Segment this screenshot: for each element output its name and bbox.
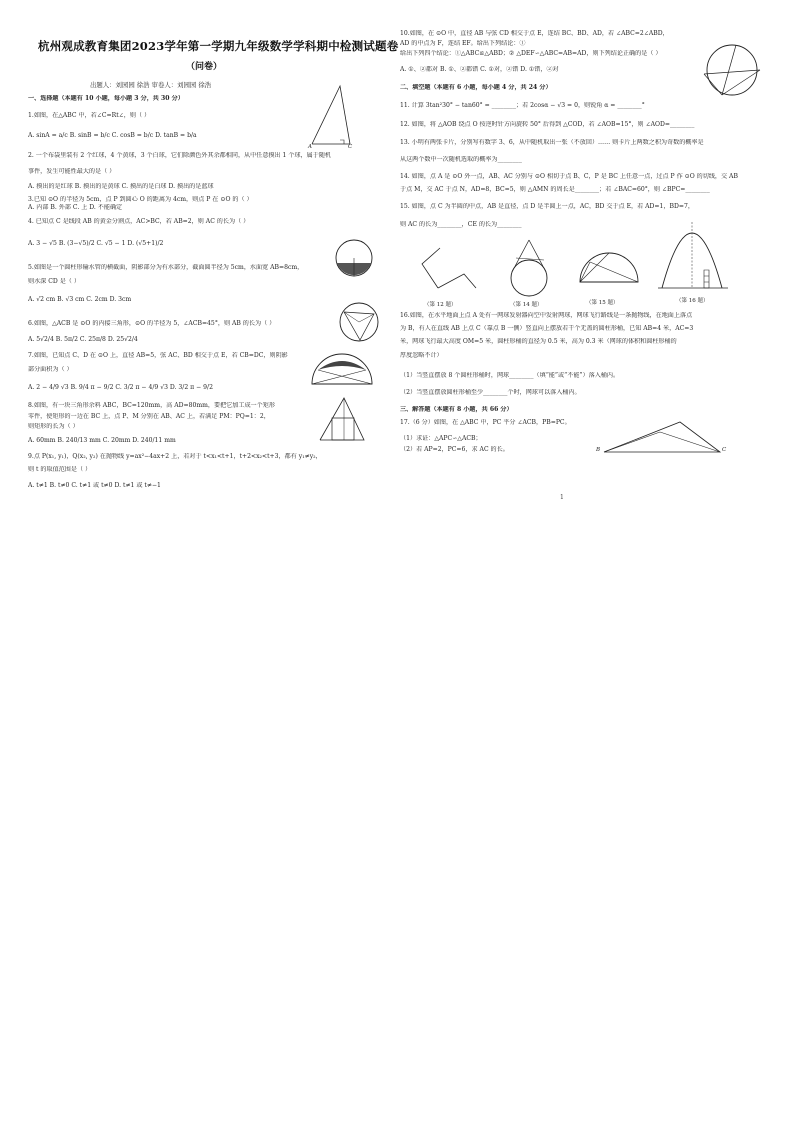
q14-figure <box>504 238 554 300</box>
q16-figure <box>658 218 728 292</box>
q17-part2: （2）若 AP=2，PC=6，求 AC 的长。 <box>400 446 509 453</box>
q7-options: A. 2 − 4/9 √3 B. 9/4 π − 9/2 C. 3/2 π − 4/9 √3 D. 3/2 π − 9/2 <box>28 384 213 391</box>
q17-fig-label-b: B <box>596 447 601 453</box>
caption-q12: （第 12 题） <box>424 302 457 308</box>
page-number: 1 <box>560 494 564 501</box>
q16-stem-cont2: 米，网球飞行最大高度 OM=5 米，圆柱形桶的直径为 0.5 米，高为 0.3 米（网球的体积和圆柱形桶的 <box>400 338 677 345</box>
caption-q14: （第 14 题） <box>510 302 543 308</box>
q8-stem-cont: 零件，使矩形的一边在 BC 上，点 P、M 分别在 AB、AC 上，若满足 PM：PQ=1：2， <box>28 413 270 420</box>
q9-stem: 9.点 P(x₁, y₁)，Q(x₂, y₂) 在抛物线 y=ax²−4ax+2 上，若对于 t<x₁<t+1，t+2<x₂<t+3，都有 y₁≠y₂， <box>28 453 322 460</box>
q14-stem-cont: 于点 M，交 AC 于点 N，AD=8，BC=5，则 △AMN 的周长是________；若 ∠BAC=60°，则 ∠BPC=________ <box>400 186 710 193</box>
q12-stem: 12. 如图，将 △AOB 绕点 O 按逆时针方向旋转 50° 后得到 △COD，若 ∠AOB=15°，则 ∠AOD=________ <box>400 121 695 128</box>
q8-figure <box>316 394 368 446</box>
q1-figure <box>308 82 368 150</box>
q13-stem: 13. 小明有两张卡片，分别写有数字 3、6，从中随机取出一张（不放回）…… 则卡片上两数之积为奇数的概率是 <box>400 139 704 146</box>
q1-fig-label-c: C <box>348 144 353 150</box>
q10-figure <box>696 40 768 98</box>
q4-options: A. 3 − √5 B. (3−√5)/2 C. √5 − 1 D. (√5+1)/2 <box>28 240 164 247</box>
q5-figure <box>334 236 374 284</box>
q9-options: A. t≠1 B. t≠0 C. t≠1 或 t≠0 D. t≠1 或 t≠−1 <box>28 482 161 489</box>
caption-q15: （第 15 题） <box>586 300 619 306</box>
q17-fig-label-c: C <box>722 447 727 453</box>
q16-stem-cont: 为 B，有人在直线 AB 上点 C（靠点 B 一侧）竖直向上摆放若干个无盖的圆柱形桶，已知 AB=4 米，AC=3 <box>400 325 694 332</box>
q5-stem: 5.如图是一个圆柱形输水管的横截面，阴影部分为有水部分，截面圆半径为 5cm，水面宽 AB=8cm， <box>28 264 304 271</box>
q11-stem: 11. 计算 3tan²30° − tan60° = ________；若 2cosα − √3 = 0，则锐角 α = ________° <box>400 102 645 109</box>
exam-authors: 出题人：刘园园 徐浩 审卷人：刘园园 徐浩 <box>90 81 212 89</box>
q17-part1: （1）求证：△APC∽△ACB； <box>400 435 482 442</box>
q16-part2: （2）当竖直摆放圆柱形桶至少________个时，网球可以落入桶内。 <box>400 389 581 396</box>
q8-stem-cont2: 则矩形的长为（ ） <box>28 423 79 430</box>
q3-options: A. 内部 B. 外部 C. 上 D. 不能确定 <box>28 204 123 211</box>
section-3-heading: 三、解答题（本题有 8 小题，共 66 分） <box>400 406 513 413</box>
q1-stem: 1.如图，在△ABC 中，若∠C=Rt∠，则（ ） <box>28 112 151 119</box>
section-1-heading: 一、选择题（本题有 10 小题，每小题 3 分，共 30 分） <box>28 95 184 102</box>
q5-stem-cont: 则水深 CD 是（ ） <box>28 278 80 285</box>
q7-stem: 7.如图，已知点 C、D 在 ⊙O 上，直径 AB=5，弦 AC、BD 相交于点 E，若 CB=DC，则阴影 <box>28 352 288 359</box>
q8-stem: 8.如图，有一块三角形余料 ABC，BC=120mm，高 AD=80mm，要把它加工成一个矩形 <box>28 402 275 409</box>
q6-options: A. 5√2/4 B. 5π/2 C. 25π/8 D. 25√2/4 <box>28 336 138 343</box>
q4-stem: 4. 已知点 C 是线段 AB 的黄金分割点，AC>BC，若 AB=2，则 AC 的长为（ ） <box>28 218 250 225</box>
q15-stem: 15. 如图，点 C 为半圆的中点，AB 是直径，点 D 是半圆上一点，AC，BD 交于点 E，若 AD=1，BD=7， <box>400 203 694 210</box>
q9-stem-cont: 则 t 的取值范围是（ ） <box>28 466 92 473</box>
q14-stem: 14. 如图，点 A 是 ⊙O 外一点，AB、AC 分别与 ⊙O 相切于点 B、C，P 是 BC 上任意一点，过点 P 作 ⊙O 的切线，交 AB <box>400 173 738 180</box>
section-2-heading: 二、填空题（本题有 6 小题，每小题 4 分，共 24 分） <box>400 84 552 91</box>
caption-q16: （第 16 题） <box>676 298 709 304</box>
q2-stem-cont: 事件，发生可能性最大的是（ ） <box>28 168 116 175</box>
q2-options: A. 摸出的是红球 B. 摸出的是黄球 C. 摸出的是白球 D. 摸出的是蓝球 <box>28 183 214 190</box>
q16-stem: 16.如图，在水平地面上点 A 处有一网球发射器向空中发射网球，网球飞行路线是一条抛物线，在地面上落点 <box>400 312 693 319</box>
exam-subtitle: （问卷） <box>186 62 223 72</box>
q15-stem-cont: 则 AC 的长为________，CE 的长为________ <box>400 221 522 228</box>
q6-figure <box>338 300 380 344</box>
q17-stem: 17.（6 分）如图，在 △ABC 中，PC 平分 ∠ACB，PB=PC。 <box>400 419 571 426</box>
q2-stem: 2. 一个布袋里装有 2 个红球，4 个黄球，3 个白球，它们除颜色外其余都相同，从中任意摸出 1 个球，属于随机 <box>28 152 332 159</box>
q1-fig-label-a: A <box>308 144 312 150</box>
q7-stem-cont: 部分面积为（ ） <box>28 366 73 373</box>
exam-title: 杭州观成教育集团2023学年第一学期九年级数学学科期中检测试题卷 <box>38 39 399 53</box>
q7-figure <box>308 350 376 390</box>
q5-options: A. √2 cm B. √3 cm C. 2cm D. 3cm <box>28 296 132 303</box>
q12-figure <box>418 244 478 296</box>
q1-options: A. sinA = a/c B. sinB = b/c C. cosB = b/c D. tanB = b/a <box>28 132 197 139</box>
q16-stem-cont3: 厚度忽略不计） <box>400 352 443 359</box>
q3-stem: 3.已知 ⊙O 的半径为 5cm，点 P 到圆心 O 的距离为 4cm，则点 P 在 ⊙O 的（ ） <box>28 196 253 203</box>
q10-options: A. ①、②都对 B. ①、②都错 C. ①对，②错 D. ①错，②对 <box>400 66 559 73</box>
q10-stem: 10.如图，在 ⊙O 中，直径 AB 与弦 CD 相交于点 E，连结 BC、BD、AD，若 ∠ABC=2∠ABD， <box>400 30 669 37</box>
q16-part1: （1）当竖直摆放 8 个圆柱形桶时，网球________（填“能”或“不能”）落入桶内。 <box>400 372 620 379</box>
q17-figure <box>600 418 727 458</box>
q8-options: A. 60mm B. 240/13 mm C. 20mm D. 240/11 mm <box>28 437 176 444</box>
q13-stem-cont: 从这两个数中一次随机选取的概率为________ <box>400 156 522 163</box>
q10-stem-cont: AD 的中点为 F，连结 EF。给出下列结论：① <box>400 40 526 47</box>
q15-figure <box>576 246 642 288</box>
q10-stem-cont2: 给出下列四个结论：①△ABC≌△ABD；② △DEF∽△ABC=AB=AD，则下列结论正确的是（ ） <box>400 50 662 57</box>
q6-stem: 6.如图，△ACB 是 ⊙O 的内接三角形，⊙O 的半径为 5，∠ACB=45°，则 AB 的长为（ ） <box>28 320 276 327</box>
